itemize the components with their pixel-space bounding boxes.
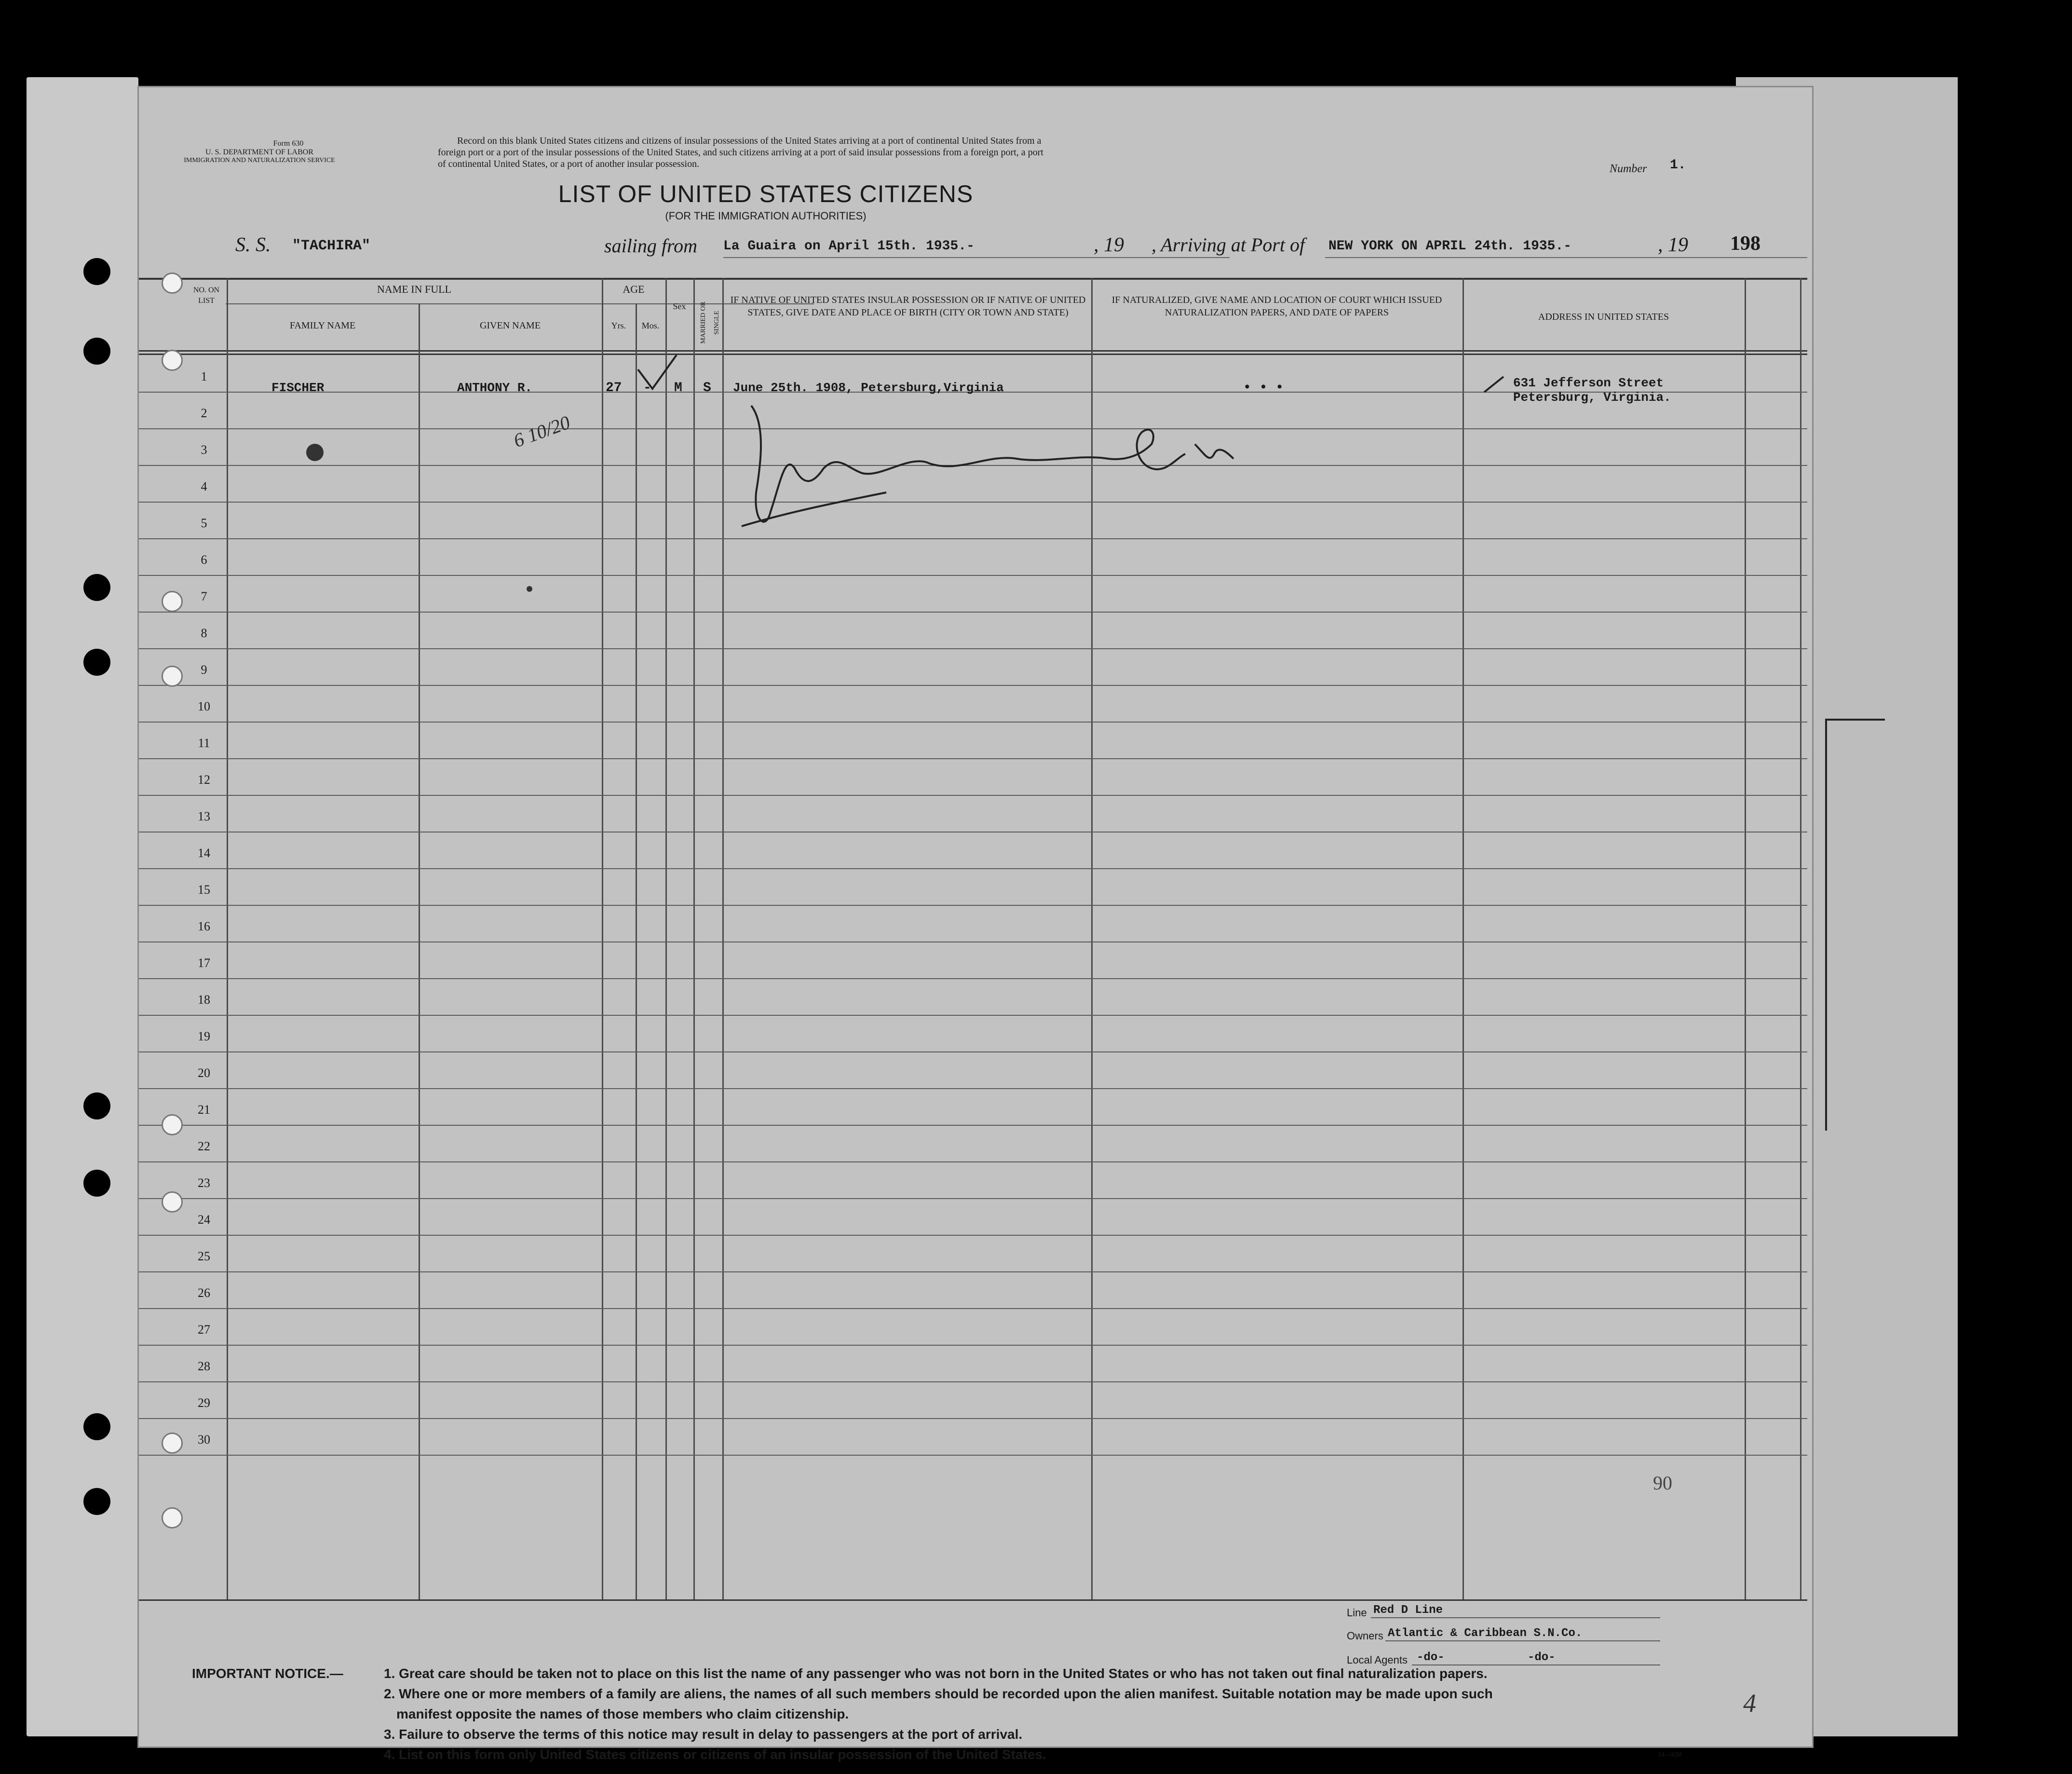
row-number: 3 — [201, 443, 207, 457]
punch-hole — [83, 574, 110, 601]
row-number: 27 — [198, 1323, 210, 1337]
binder-strip — [27, 77, 138, 1736]
header-sex: Sex — [673, 301, 686, 311]
binder-ring — [162, 666, 183, 687]
row-number: 29 — [198, 1396, 210, 1410]
form-code: 14—630 — [1658, 1751, 1681, 1759]
header-name-in-full: NAME IN FULL — [377, 283, 451, 295]
number-label: Number — [1610, 163, 1647, 175]
ink-blot — [306, 444, 324, 461]
notice-2-cont: manifest opposite the names of those members who claim citizenship. — [396, 1706, 849, 1721]
row-number: 9 — [201, 663, 207, 677]
back-page-table — [1825, 719, 1885, 1131]
row-number: 14 — [198, 846, 210, 860]
row-number: 8 — [201, 626, 207, 640]
row-number: 22 — [198, 1139, 210, 1153]
check-mark-icon — [638, 355, 677, 389]
punch-hole — [83, 1092, 110, 1119]
row-1-family-name: FISCHER — [271, 381, 325, 395]
year-2: , 19 — [1658, 234, 1688, 256]
punch-hole — [83, 1488, 110, 1515]
ink-dot — [527, 586, 532, 592]
year-1: , 19 — [1094, 234, 1124, 256]
row-number: 25 — [198, 1249, 210, 1263]
binder-ring — [162, 1191, 183, 1213]
header-married-single: MARRIED OR SINGLE — [700, 301, 720, 344]
row-number: 30 — [198, 1433, 210, 1446]
department: U. S. DEPARTMENT OF LABOR — [205, 148, 313, 156]
page-mark: 90 — [1653, 1472, 1672, 1494]
notice-title: IMPORTANT NOTICE.— — [192, 1666, 343, 1681]
header-given-name: GIVEN NAME — [479, 320, 541, 331]
row-1-birth: June 25th. 1908, Petersburg,Virginia — [733, 381, 1004, 395]
number-value: 1. — [1670, 158, 1686, 173]
line-label: Line — [1347, 1607, 1367, 1619]
binder-ring — [162, 350, 183, 371]
instruction-line-3: of continental United States, or a port of another insular possession. — [438, 159, 700, 169]
row-number: 11 — [198, 736, 210, 750]
row-number: 21 — [198, 1103, 210, 1117]
header-family-name: FAMILY NAME — [289, 320, 356, 331]
row-1-age-months: - — [643, 381, 651, 396]
row-number: 1 — [201, 369, 207, 383]
ss-label: S. S. — [235, 234, 271, 256]
binder-ring — [162, 1114, 183, 1135]
sailing-from: La Guaira on April 15th. 1935.- — [723, 239, 975, 254]
instruction-line-2: foreign port or a port of the insular possessions of the United States, and such citizens arriving at a port of said insular possessions from a foreign port, a port — [438, 147, 1043, 158]
punch-hole — [83, 338, 110, 365]
handwritten-age: 6 10/20 — [510, 411, 573, 452]
service: IMMIGRATION AND NATURALIZATION SERVICE — [184, 157, 335, 164]
check-mark-icon — [1484, 377, 1503, 392]
row-number: 7 — [201, 589, 207, 603]
row-number: 18 — [198, 993, 210, 1007]
corner-mark: 4 — [1743, 1689, 1756, 1718]
row-number: 20 — [198, 1066, 210, 1080]
row-1-address-line-1: 631 Jefferson Street — [1513, 376, 1664, 390]
header-mos: Mos. — [641, 321, 660, 330]
line-value: Red D Line — [1373, 1604, 1443, 1617]
binder-ring — [162, 591, 183, 612]
row-number: 10 — [198, 699, 210, 713]
arriving-label: , Arriving at Port of — [1151, 234, 1305, 256]
row-number: 13 — [198, 809, 210, 823]
sailing-label: sailing from — [604, 235, 697, 257]
header-no-on-list: NO. ON LIST — [193, 286, 220, 305]
binder-ring — [162, 1507, 183, 1528]
row-1-age-years: 27 — [606, 381, 622, 396]
row-number: 16 — [198, 919, 210, 933]
row-1-given-name: ANTHONY R. — [457, 381, 533, 395]
instruction-line-1: Record on this blank United States citizens and citizens of insular possessions of the United States arriving at a port of continental United States from a — [457, 136, 1042, 146]
punch-hole — [83, 258, 110, 285]
row-number: 2 — [201, 406, 207, 420]
form-number: Form 630 — [273, 139, 304, 148]
binder-ring — [162, 273, 183, 294]
row-number: 6 — [201, 553, 207, 567]
punch-hole — [83, 1170, 110, 1197]
punch-hole — [83, 649, 110, 676]
notice-1: 1. Great care should be taken not to place on this list the name of any passenger who was not born in the United States or who has not taken out final naturalization papers. — [384, 1666, 1488, 1681]
page-title: LIST OF UNITED STATES CITIZENS — [558, 180, 974, 207]
notice-2: 2. Where one or more members of a family are aliens, the names of all such members should be recorded upon the alien manifest. Suitable notation may be made upon such — [384, 1686, 1493, 1701]
row-number: 23 — [198, 1176, 210, 1190]
row-number: 12 — [198, 773, 210, 787]
agents-value: -do- — [1417, 1651, 1445, 1664]
row-1-sex: M — [674, 381, 682, 396]
row-number: 19 — [198, 1029, 210, 1043]
arriving-at: NEW YORK ON APRIL 24th. 1935.- — [1328, 239, 1572, 254]
manifest-sheet — [137, 86, 1814, 1762]
owners-label: Owners — [1347, 1630, 1383, 1642]
row-number: 15 — [198, 883, 210, 897]
header-naturalized: IF NATURALIZED, GIVE NAME AND LOCATION OF COURT WHICH ISSUED NATURALIZATION PAPERS, AND DATE OF PAPERS — [1111, 295, 1442, 318]
row-number: 4 — [201, 479, 207, 493]
notice-3: 3. Failure to observe the terms of this notice may result in delay to passengers at the port of arrival. — [384, 1727, 1023, 1742]
handwriting-layer — [139, 87, 1812, 1747]
row-1-address-line-2: Petersburg, Virginia. — [1513, 390, 1671, 405]
row-number: 28 — [198, 1359, 210, 1373]
notice-4: 4. List on this form only United States citizens or citizens of an insular possession of the United States. — [384, 1747, 1046, 1762]
agents-label: Local Agents — [1347, 1654, 1408, 1666]
header-address: ADDRESS IN UNITED STATES — [1538, 312, 1669, 322]
row-1-naturalized: • • • — [1243, 381, 1284, 396]
page-number: 198 — [1730, 232, 1761, 255]
row-number: 5 — [201, 516, 207, 530]
agents-value-2: -do- — [1528, 1651, 1556, 1664]
signature-stroke — [1195, 444, 1233, 459]
header-yrs: Yrs. — [611, 321, 626, 330]
row-number: 17 — [198, 956, 210, 970]
binder-ring — [162, 1433, 183, 1454]
page-subtitle: (FOR THE IMMIGRATION AUTHORITIES) — [665, 210, 867, 222]
row-1-marital-status: S — [703, 381, 711, 396]
ship-name: "TACHIRA" — [292, 238, 371, 254]
header-age: AGE — [623, 283, 645, 295]
owners-value: Atlantic & Caribbean S.N.Co. — [1388, 1627, 1583, 1640]
row-number: 24 — [198, 1213, 210, 1227]
punch-hole — [83, 1413, 110, 1440]
row-number: 26 — [198, 1286, 210, 1300]
header-native: IF NATIVE OF UNITED STATES INSULAR POSSESSION OR IF NATIVE OF UNITED STATES, GIVE DATE AND PLACE OF BIRTH (CITY OR TOWN AND STATE) — [730, 295, 1086, 318]
